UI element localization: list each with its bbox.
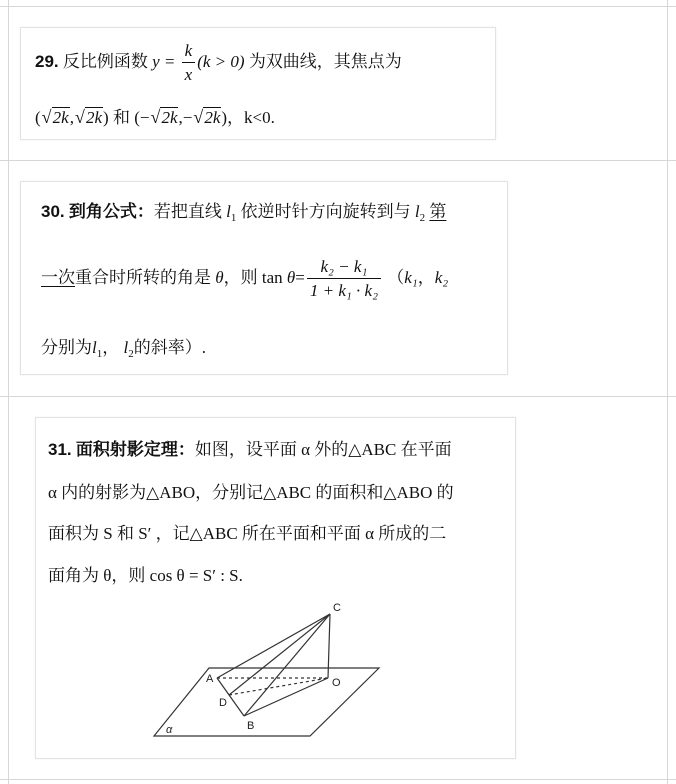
item30-l1-b-sub: 1 bbox=[96, 348, 103, 360]
item29-sqrt-4-radicand: 2k bbox=[204, 108, 221, 127]
item30-k1: k₁ bbox=[404, 268, 418, 287]
item30-l1-sub: 1 bbox=[230, 212, 237, 224]
frame-right-line bbox=[667, 0, 668, 784]
item30-tan: tan bbox=[261, 268, 283, 287]
divider-1 bbox=[0, 160, 676, 161]
card-item-29 bbox=[20, 27, 496, 140]
item30-underline-2: 一次 bbox=[41, 268, 75, 287]
item29-sqrt-3 bbox=[150, 106, 178, 130]
item30-comma: ， bbox=[417, 268, 435, 287]
item31-title: 面积射影定理： bbox=[75, 440, 195, 459]
item30-frac-num: k₂ − k₁ bbox=[307, 257, 381, 279]
item29-text2: 为双曲线，其焦点为 bbox=[248, 52, 402, 71]
item29-frac-den: x bbox=[184, 64, 193, 84]
item29-condition: (k > 0) bbox=[197, 52, 245, 71]
item30-text2: 依逆时针方向旋转到与 bbox=[240, 202, 411, 221]
item30-theta-2: θ bbox=[286, 268, 296, 287]
item29-p1-comma: , bbox=[69, 108, 74, 127]
item29-p2-open: (− bbox=[134, 108, 150, 127]
item29-fraction bbox=[182, 41, 196, 86]
item29-line1 bbox=[35, 36, 402, 88]
projection-figure bbox=[36, 418, 515, 758]
item30-text1: 若把直线 bbox=[153, 202, 222, 221]
item29-frac-num: k bbox=[182, 41, 196, 63]
item29-sqrt-3-radicand: 2k bbox=[161, 108, 178, 127]
item30-line2 bbox=[41, 252, 448, 304]
item31-text-line1: 如图，设平面 α 外的△ABC 在平面 bbox=[194, 440, 452, 459]
item29-sqrt-4 bbox=[193, 106, 221, 130]
card-item-30 bbox=[20, 181, 508, 375]
item30-l2-b-sub: 2 bbox=[128, 348, 134, 360]
item29-p2-comma: ,− bbox=[178, 108, 193, 127]
label-alpha: α bbox=[166, 724, 173, 736]
label-D: D bbox=[219, 697, 227, 709]
item29-text1: 反比例函数 bbox=[62, 52, 148, 71]
item30-paren-open: （ bbox=[387, 268, 405, 287]
item31-line2: α 内的射影为△ABO，分别记△ABC 的面积和△ABO 的 bbox=[48, 483, 454, 502]
item29-p2-close: ) bbox=[221, 108, 228, 127]
item29-and: 和 bbox=[112, 108, 130, 127]
item29-y-eq: y = bbox=[152, 52, 180, 71]
divider-top bbox=[0, 6, 676, 7]
label-A: A bbox=[206, 673, 214, 685]
item29-line2 bbox=[35, 106, 275, 130]
item29-number: 29. bbox=[35, 52, 59, 71]
edge-CB bbox=[244, 614, 330, 716]
item29-sqrt-2-radicand: 2k bbox=[85, 108, 103, 127]
item29-sqrt-1-radicand: 2k bbox=[52, 108, 69, 127]
item30-number: 30. bbox=[41, 202, 65, 221]
item30-line1 bbox=[41, 200, 446, 224]
item30-frac-den: 1 + k₁ · k₂ bbox=[309, 280, 378, 300]
card-item-31 bbox=[35, 417, 516, 759]
label-C: C bbox=[333, 602, 341, 614]
item31-number: 31. bbox=[48, 440, 72, 459]
item30-equals: = bbox=[295, 268, 305, 287]
item29-tail: ，k<0. bbox=[227, 108, 275, 127]
item29-sqrt-1 bbox=[42, 106, 70, 130]
item30-l1-b: l bbox=[92, 338, 97, 357]
item30-text5: 分别为 bbox=[41, 338, 92, 357]
edge-BO bbox=[244, 678, 328, 716]
item30-l2: l bbox=[414, 202, 420, 221]
item31-line3: 面积为 S 和 S′ ，记△ABC 所在平面和平面 α 所成的二 bbox=[48, 524, 447, 543]
item30-line3 bbox=[41, 336, 206, 360]
divider-2 bbox=[0, 396, 676, 397]
item29-sqrt-2 bbox=[75, 106, 103, 130]
item30-text6: 的斜率）. bbox=[133, 338, 206, 357]
item30-k2: k₂ bbox=[434, 268, 449, 287]
item30-l1: l bbox=[226, 202, 231, 221]
item30-text4: ，则 bbox=[223, 268, 258, 287]
frame-left-line bbox=[8, 0, 9, 784]
item30-text3: 重合时所转的角是 bbox=[75, 268, 211, 287]
item30-l2-b: l bbox=[123, 338, 129, 357]
edge-CD bbox=[229, 614, 330, 695]
edge-DO-dashed bbox=[229, 678, 328, 695]
label-B: B bbox=[247, 720, 255, 732]
item30-l2-sub: 2 bbox=[419, 212, 426, 224]
item29-p1-close: ) bbox=[103, 108, 109, 127]
item30-underline-1: 第 bbox=[429, 202, 447, 221]
item30-fraction bbox=[307, 257, 381, 302]
item31-line4: 面角为 θ，则 cos θ = S′ : S. bbox=[48, 566, 243, 585]
label-O: O bbox=[332, 677, 341, 689]
item30-title: 到角公式： bbox=[68, 202, 154, 221]
item30-comma-2: ， bbox=[102, 338, 120, 357]
item30-theta: θ bbox=[215, 268, 224, 287]
item29-p1-open: ( bbox=[35, 108, 41, 127]
divider-bottom bbox=[0, 779, 676, 780]
